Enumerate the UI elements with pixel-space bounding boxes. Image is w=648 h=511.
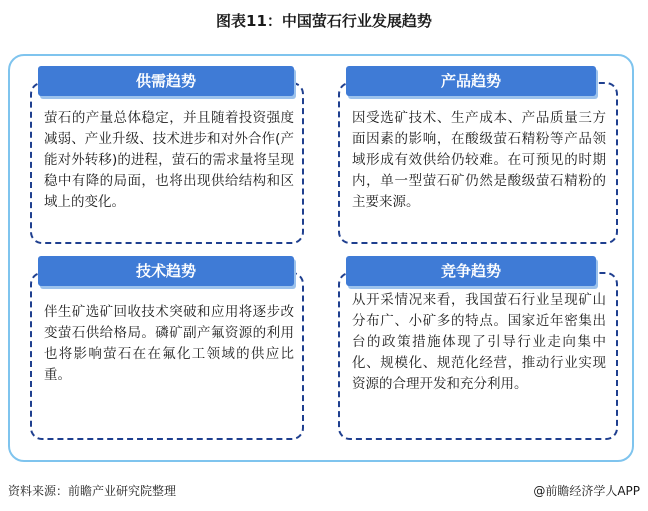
panel-competition-body: 从开采情况来看，我国萤石行业呈现矿山分布广、小矿多的特点。国家近年密集出台的政策措施体现了引导行业走向集中化、规模化、规范化经营，推动行业实现资源的合理开发和充分利用。 [352, 292, 606, 392]
panel-supply-demand-body: 萤石的产量总体稳定，并且随着投资强度减弱、产业升级、技术进步和对外合作(产能对外转移)的进程，萤石的需求量将呈现稳中有降的局面，也将出现供给结构和区域上的变化。 [44, 110, 294, 210]
figure-title: 图表11：中国萤石行业发展趋势 [216, 12, 432, 30]
panel-technology-body: 伴生矿选矿回收技术突破和应用将逐步改变萤石供给格局。磷矿副产氟资源的利用也将影响萤石在在氟化工领域的供应比重。 [44, 304, 294, 383]
panel-supply-demand-header: 供需趋势 [38, 66, 294, 96]
source-note: 资料来源：前瞻产业研究院整理 [8, 484, 177, 498]
panel-product-body: 因受选矿技术、生产成本、产品质量三方面因素的影响，在酸级萤石精粉等产品领域形成有效供给仍较难。在可预见的时期内，单一型萤石矿仍然是酸级萤石精粉的主要来源。 [352, 110, 606, 210]
panel-technology-header: 技术趋势 [38, 256, 294, 286]
panel-product-header: 产品趋势 [346, 66, 596, 96]
brand-credit: @前瞻经济学人APP [533, 484, 640, 498]
panel-competition-header: 竞争趋势 [346, 256, 596, 286]
